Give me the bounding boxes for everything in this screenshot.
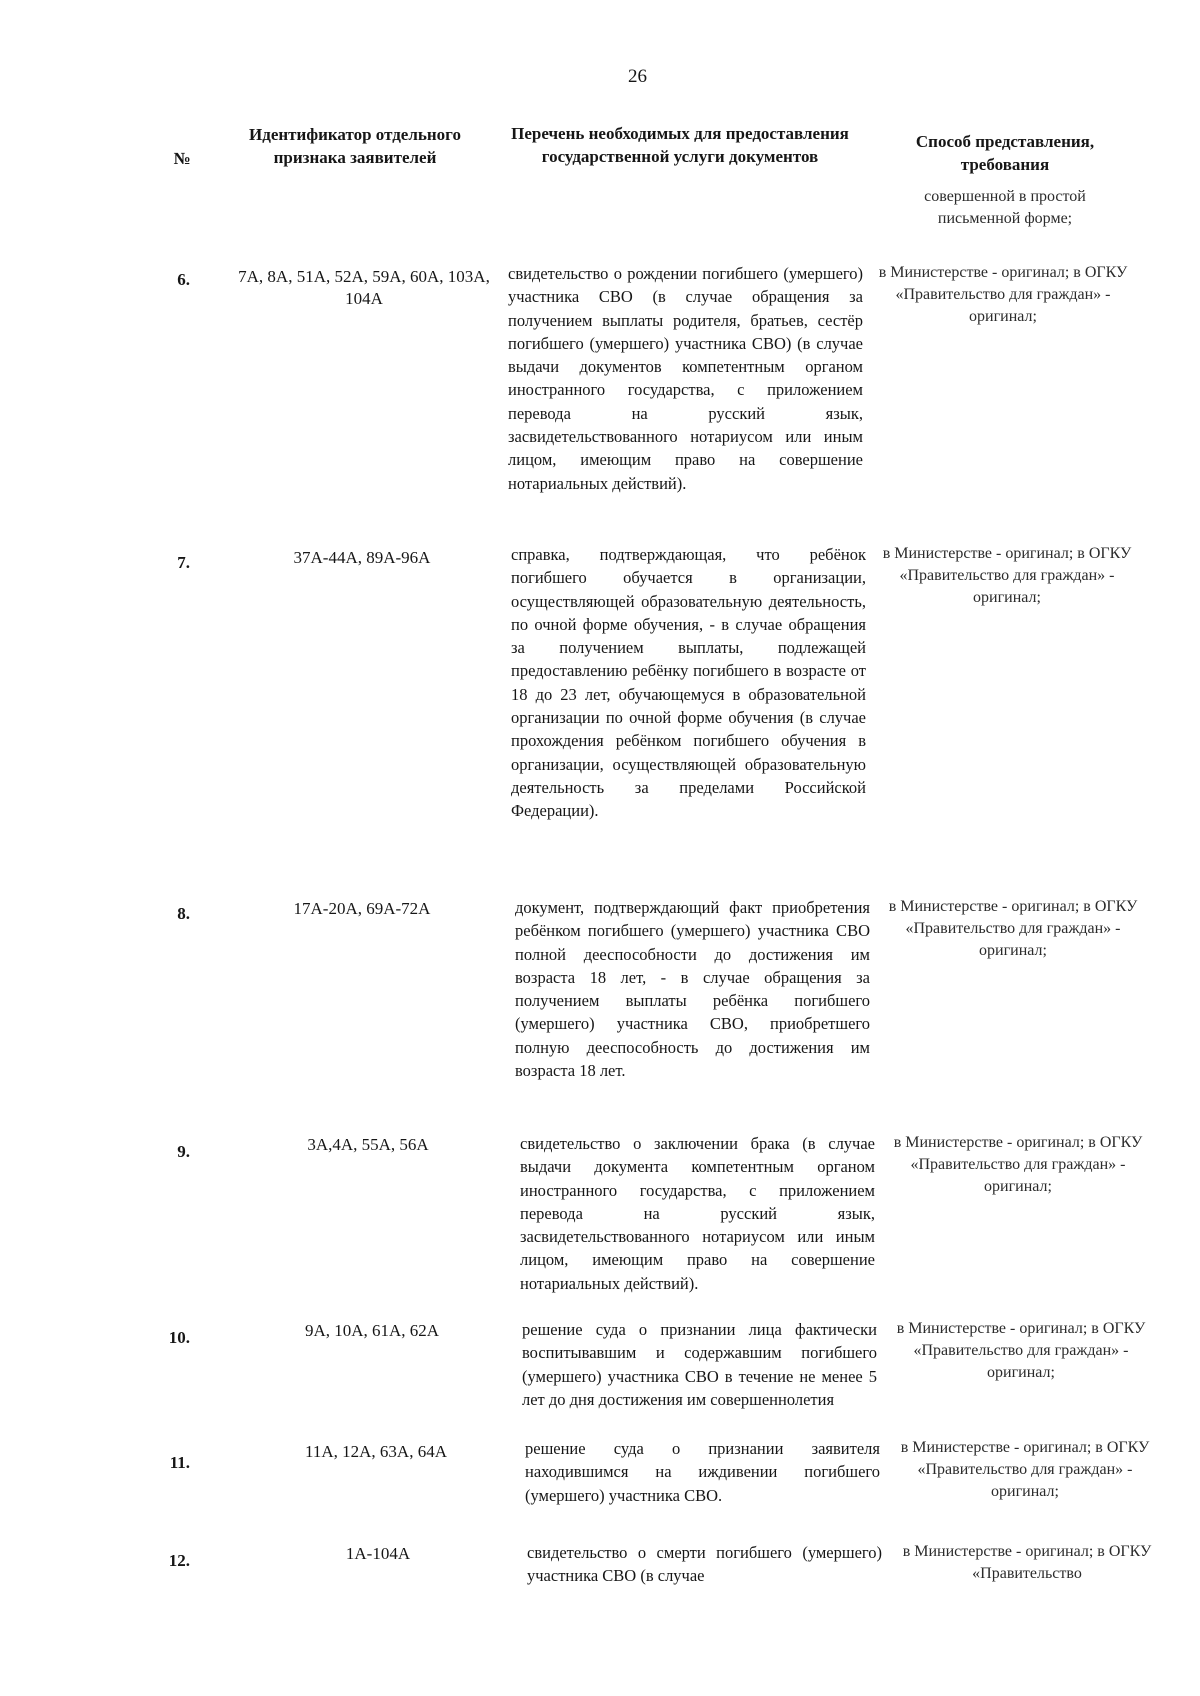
method-continuation: совершенной в простой письменной форме;: [924, 188, 1086, 227]
row-number: 10.: [168, 1328, 190, 1347]
header-identifier: Идентификатор отдельного признака заявителей: [249, 125, 461, 167]
row-method: в Министерстве - оригинал; в ОГКУ «Правительство для граждан» - оригинал;: [878, 264, 1128, 325]
row-method: в Министерстве - оригинал; в ОГКУ «Правительство для граждан» - оригинал;: [893, 1134, 1143, 1195]
row-identifiers: 17А-20А, 69А-72А: [293, 899, 431, 918]
row-method: в Министерстве - оригинал; в ОГКУ «Правительство для граждан» - оригинал;: [900, 1439, 1150, 1500]
row-number: 7.: [177, 553, 190, 572]
header-documents: Перечень необходимых для предоставления государственной услуги документов: [511, 124, 849, 166]
row-document: свидетельство о заключении брака (в случае выдачи документа компетентным органом иностранного государства, с приложением перевода на русский язык, засвидетельствованного нотариусом или иным лицом, имеющим право на совершение нотариальных действий).: [520, 1134, 875, 1293]
row-number: 8.: [177, 904, 190, 923]
row-number: 12.: [168, 1551, 190, 1570]
row-method: в Министерстве - оригинал; в ОГКУ «Правительство: [902, 1543, 1152, 1582]
row-method: в Министерстве - оригинал; в ОГКУ «Правительство для граждан» - оригинал;: [882, 545, 1132, 606]
row-number: 9.: [177, 1142, 190, 1161]
row-document: справка, подтверждающая, что ребёнок погибшего обучается в организации, осуществляющей образовательную деятельность, по очной форме обучения, - в случае обращения за получением выплаты, подлежащей предоставлению ребёнку погибшего в возрасте от 18 до 23 лет, обучающемуся в образовательной организации по очной форме обучения (в случае прохождения ребёнком погибшего обучения в организации, осуществляющей образовательную деятельность за пределами Российской Федерации).: [511, 545, 866, 821]
row-number: 6.: [177, 270, 190, 289]
page-number: 26: [628, 66, 647, 87]
row-identifiers: 1А-104А: [345, 1544, 411, 1563]
row-document: свидетельство о рождении погибшего (умершего) участника СВО (в случае обращения за получением выплаты родителя, братьев, сестёр погибшего (умершего) участника СВО) (в случае выдачи документов компетентным органом иностранного государства, с приложением перевода на русский язык, засвидетельствованного нотариусом или иным лицом, имеющим право на совершение нотариальных действий).: [508, 264, 863, 493]
row-document: свидетельство о смерти погибшего (умершего) участника СВО (в случае: [527, 1543, 882, 1586]
row-document: решение суда о признании лица фактически воспитывавшим и содержавшим погибшего (умершего) участника СВО в течение не менее 5 лет до дня достижения им совершеннолетия: [522, 1320, 877, 1409]
row-identifiers: 37А-44А, 89А-96А: [293, 548, 431, 567]
row-number: 11.: [169, 1453, 190, 1472]
row-method: в Министерстве - оригинал; в ОГКУ «Правительство для граждан» - оригинал;: [888, 898, 1138, 959]
row-document: документ, подтверждающий факт приобретения ребёнком погибшего (умершего) участника СВО полной дееспособности до достижения им возраста 18 лет, - в случае обращения за получением выплаты ребёнка погибшего (умершего) участника СВО, приобретшего полную дееспособность до достижения им возраста 18 лет.: [515, 898, 870, 1081]
header-method: Способ представления, требования: [915, 132, 1095, 174]
row-identifiers: 7А, 8А, 51А, 52А, 59А, 60А, 103А, 104А: [238, 267, 490, 308]
row-document: решение суда о признании заявителя находившимся на иждивении погибшего (умершего) участника СВО.: [525, 1439, 880, 1505]
row-identifiers: 11А, 12А, 63А, 64А: [305, 1442, 447, 1461]
row-identifiers: 3А,4А, 55А, 56А: [307, 1135, 429, 1154]
row-identifiers: 9А, 10А, 61А, 62А: [304, 1321, 440, 1340]
row-method: в Министерстве - оригинал; в ОГКУ «Правительство для граждан» - оригинал;: [896, 1320, 1146, 1381]
header-number: №: [173, 149, 191, 168]
